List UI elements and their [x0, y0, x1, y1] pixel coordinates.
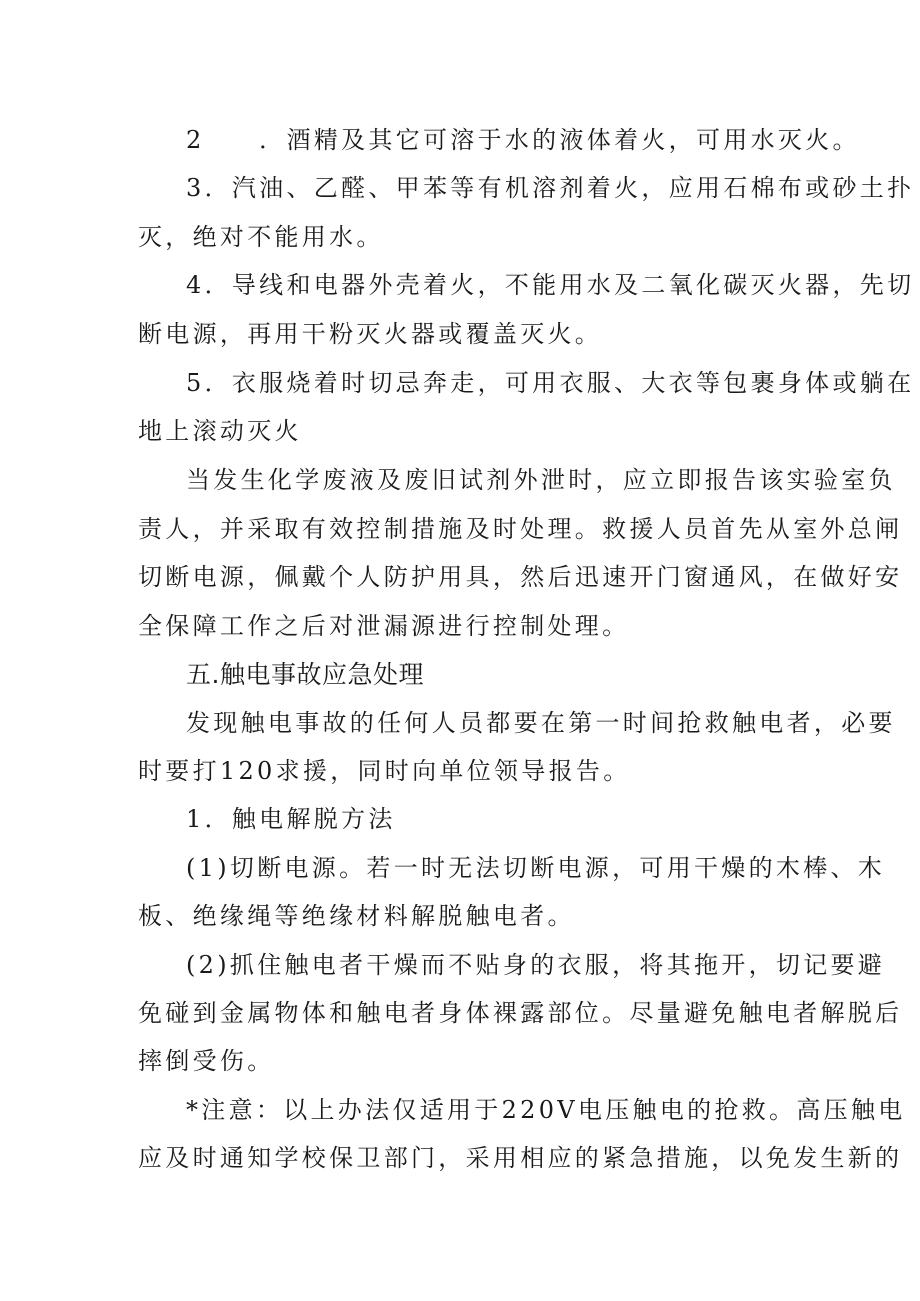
paragraph-line: 责人，并采取有效控制措施及时处理。救援人员首先从室外总闸: [138, 515, 903, 543]
paragraph-line: 免碰到金属物体和触电者身体裸露部位。尽量避免触电者解脱后: [138, 999, 903, 1027]
paragraph-line: 当发生化学废液及废旧试剂外泄时，应立即报告该实验室负: [186, 466, 896, 494]
subsection-heading: 1．触电解脱方法: [186, 805, 396, 833]
paragraph-line: 全保障工作之后对泄漏源进行控制处理。: [138, 612, 630, 640]
paragraph-line: 断电源，再用干粉灭火器或覆盖灭火。: [138, 320, 603, 348]
paragraph-line: 板、绝缘绳等绝缘材料解脱触电者。: [138, 902, 575, 930]
paragraph-line: 5．衣服烧着时切忌奔走，可用衣服、大衣等包裹身体或躺在: [186, 369, 915, 397]
paragraph-line: (1)切断电源。若一时无法切断电源，可用干燥的木棒、木: [186, 854, 886, 882]
paragraph-line: 摔倒受伤。: [138, 1047, 275, 1075]
note-line: 应及时通知学校保卫部门，采用相应的紧急措施，以免发生新的: [138, 1144, 903, 1172]
paragraph-line: 3．汽油、乙醛、甲苯等有机溶剂着火，应用石棉布或砂土扑: [186, 174, 915, 202]
paragraph-line: 发现触电事故的任何人员都要在第一时间抢救触电者，必要: [186, 709, 896, 737]
paragraph-line: (2)抓住触电者干燥而不贴身的衣服，将其拖开，切记要避: [186, 951, 886, 979]
note-line: *注意：以上办法仅适用于220V电压触电的抢救。高压触电: [186, 1096, 906, 1124]
paragraph-line: 2 ．酒精及其它可溶于水的液体着火，可用水灭火。: [186, 126, 860, 154]
paragraph-line: 灭，绝对不能用水。: [138, 223, 384, 251]
paragraph-line: 4．导线和电器外壳着火，不能用水及二氧化碳灭火器，先切: [186, 271, 915, 299]
paragraph-line: 切断电源，佩戴个人防护用具，然后迅速开门窗通风，在做好安: [138, 563, 903, 591]
paragraph-line: 时要打120求援，同时向单位领导报告。: [138, 757, 631, 785]
section-heading: 五.触电事故应急处理: [186, 660, 424, 689]
paragraph-line: 地上滚动灭火: [138, 417, 302, 445]
